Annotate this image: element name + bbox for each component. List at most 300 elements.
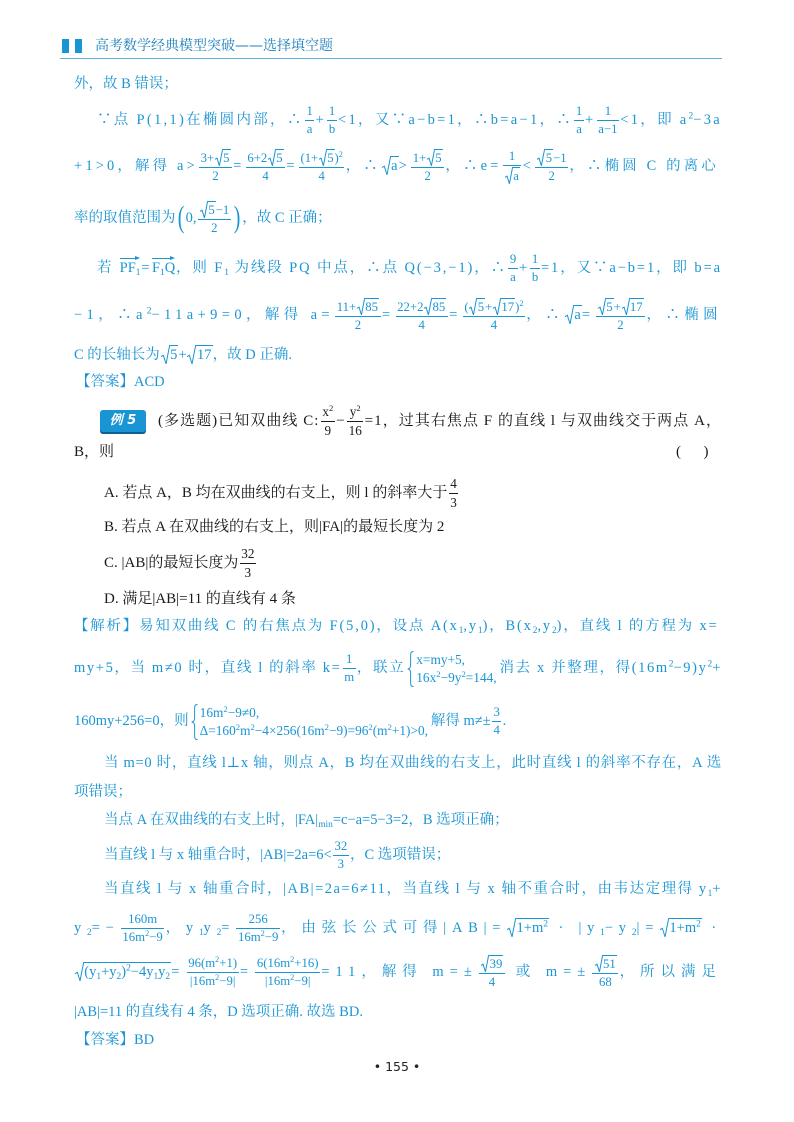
radicand bbox=[501, 298, 515, 315]
radicand bbox=[432, 298, 446, 315]
vector bbox=[120, 256, 141, 277]
text-run: 5 bbox=[223, 150, 230, 165]
fraction-bar bbox=[199, 167, 232, 168]
radical-sign-icon bbox=[595, 955, 603, 972]
radical-sign-icon bbox=[215, 149, 223, 166]
text-run: F bbox=[152, 260, 161, 276]
text-run: . bbox=[502, 713, 507, 729]
analysis-line bbox=[74, 608, 722, 644]
subscript: 1 bbox=[224, 267, 229, 278]
fraction-numerator bbox=[127, 912, 159, 927]
square-root bbox=[622, 298, 644, 315]
text-run: + bbox=[315, 112, 327, 128]
system-rows bbox=[415, 651, 497, 687]
system-row bbox=[416, 669, 496, 687]
line-content bbox=[74, 66, 178, 102]
line-content bbox=[104, 802, 509, 838]
fraction-bar bbox=[198, 219, 231, 220]
text-run: 5 bbox=[208, 202, 215, 217]
system-rows bbox=[198, 704, 428, 740]
text-run: 32 bbox=[334, 838, 348, 853]
square-root bbox=[319, 149, 335, 166]
text-run: 1+m bbox=[516, 920, 544, 936]
fraction-denominator bbox=[509, 270, 518, 285]
line-content bbox=[104, 837, 450, 873]
superscript: 2 bbox=[519, 298, 524, 308]
radical-sign-icon bbox=[319, 149, 327, 166]
fraction-bar bbox=[596, 316, 645, 317]
text-run: 17 bbox=[501, 299, 515, 314]
text-run: ∵点 P(1,1)在椭圆内部，∴ bbox=[97, 112, 304, 128]
fraction bbox=[411, 149, 444, 184]
line-content bbox=[97, 250, 722, 286]
text-run: 160m bbox=[128, 911, 158, 926]
square-root bbox=[161, 345, 179, 364]
text-run: − bbox=[336, 413, 346, 429]
text-run: −9 bbox=[264, 930, 279, 945]
text-run: +y bbox=[101, 964, 117, 980]
big-parenthesis: ( bbox=[177, 199, 184, 234]
radical-sign-icon bbox=[268, 149, 276, 166]
radicand bbox=[365, 298, 379, 315]
superscript: 2 bbox=[235, 721, 241, 732]
text-run: 16m bbox=[199, 704, 224, 720]
text-run: ，∴椭圆 bbox=[646, 307, 722, 323]
text-run: |= bbox=[636, 920, 660, 936]
text-run: 4 bbox=[450, 476, 457, 492]
text-run: · bbox=[702, 920, 722, 936]
text-run: (m bbox=[372, 722, 388, 738]
text-run: 当直线 l 与 x 轴重合时，|AB|=2a=6≠11，当直线 l 与 x 轴不重合时，由韦达定理得 y bbox=[104, 881, 708, 897]
text-run: +1) bbox=[219, 955, 238, 970]
text-run: Δ=160 bbox=[199, 722, 236, 738]
superscript: 2 bbox=[356, 403, 361, 414]
solution-line bbox=[74, 66, 722, 102]
text-run: 85 bbox=[365, 299, 379, 314]
superscript: 2 bbox=[223, 703, 228, 714]
question-stem-line bbox=[74, 434, 664, 470]
radicand bbox=[545, 149, 553, 166]
fraction-numerator bbox=[187, 956, 239, 971]
fraction-bar bbox=[347, 421, 363, 422]
text-run: −9y bbox=[440, 669, 462, 685]
subscript: 1 bbox=[153, 971, 159, 982]
fraction-numerator bbox=[596, 298, 645, 315]
radical-sign-icon bbox=[660, 918, 669, 937]
subscript: 1 bbox=[707, 888, 713, 899]
fraction bbox=[535, 149, 568, 184]
text-run: ，∴ bbox=[526, 307, 565, 323]
superscript: 2 bbox=[436, 668, 441, 679]
solution-line bbox=[74, 297, 722, 333]
text-run: b bbox=[531, 270, 539, 285]
fraction-numerator bbox=[333, 839, 349, 854]
radical-sign-icon bbox=[537, 149, 545, 166]
superscript: 2 bbox=[668, 659, 674, 670]
subscript: 2 bbox=[87, 927, 92, 938]
fraction bbox=[255, 956, 320, 990]
fraction-denominator bbox=[343, 670, 356, 685]
text-run: 96(m bbox=[188, 955, 216, 970]
radicand bbox=[603, 955, 617, 972]
fraction-denominator bbox=[188, 974, 237, 989]
text-run: 3 bbox=[493, 704, 500, 719]
square-root bbox=[469, 298, 485, 315]
fraction-denominator bbox=[263, 974, 312, 989]
text-run: ，∴椭圆 C 的离心 bbox=[569, 158, 719, 174]
running-header-title: 高考数学经典模型突破——选择填空题 bbox=[95, 38, 333, 54]
fraction bbox=[199, 149, 232, 184]
text-run: −1，∴a bbox=[74, 307, 147, 323]
subscript: 2 bbox=[216, 927, 222, 938]
text-run: 5 bbox=[606, 299, 613, 314]
text-run: a bbox=[574, 307, 581, 323]
fraction-denominator bbox=[423, 169, 432, 184]
text-run: 1 bbox=[575, 103, 583, 118]
square-root bbox=[493, 298, 515, 315]
fraction bbox=[596, 298, 645, 334]
radical-sign-icon bbox=[161, 345, 170, 364]
fraction-bar bbox=[592, 973, 618, 974]
radical-sign-icon bbox=[622, 298, 630, 315]
text-run: ，由弦长公式可得|AB|= bbox=[281, 920, 507, 936]
fraction-bar bbox=[335, 316, 380, 317]
text-run: =1，又∵a−b=1，即 b=a bbox=[540, 260, 722, 276]
fraction bbox=[574, 104, 583, 138]
radicand bbox=[223, 149, 231, 166]
fraction-numerator bbox=[508, 252, 517, 267]
text-run: +1>0，解得 a> bbox=[74, 158, 198, 174]
line-content bbox=[74, 703, 506, 740]
big-parenthesis: ) bbox=[233, 199, 241, 234]
fraction-bar bbox=[449, 493, 459, 494]
fraction-numerator bbox=[530, 252, 539, 267]
superscript: 2 bbox=[688, 111, 694, 122]
fraction-denominator bbox=[327, 122, 336, 137]
text-run: Q bbox=[164, 260, 176, 276]
superscript: 2 bbox=[461, 668, 466, 679]
fraction bbox=[492, 705, 501, 739]
text-run: ,y bbox=[463, 618, 478, 634]
superscript: 2 bbox=[543, 919, 548, 930]
subscript: 2 bbox=[631, 927, 637, 938]
text-run: = bbox=[233, 158, 245, 174]
line-content bbox=[104, 545, 257, 581]
text-run: 9 bbox=[324, 423, 332, 439]
text-run: = bbox=[381, 307, 395, 323]
superscript: 2 bbox=[338, 150, 343, 160]
text-run: D. 满足|AB|=11 的直线有 4 条 bbox=[104, 591, 296, 607]
fraction bbox=[299, 149, 344, 184]
analysis-line bbox=[74, 703, 722, 739]
text-run: (1+ bbox=[300, 150, 319, 165]
fraction-denominator bbox=[236, 930, 279, 945]
text-run: 2 bbox=[211, 221, 218, 236]
text-run: 项错误； bbox=[74, 784, 132, 800]
fraction-denominator bbox=[211, 169, 220, 184]
fraction-denominator bbox=[243, 565, 253, 581]
text-run: a bbox=[306, 122, 313, 137]
text-run: 【答案】BD bbox=[76, 1032, 155, 1048]
radical-sign-icon bbox=[505, 167, 513, 184]
text-run: + bbox=[712, 660, 722, 676]
text-run: =− bbox=[91, 920, 120, 936]
text-run: ) bbox=[334, 150, 339, 165]
text-run: 2 bbox=[354, 318, 362, 333]
text-run: m bbox=[240, 722, 251, 738]
analysis-line bbox=[104, 871, 722, 907]
square-root bbox=[505, 167, 520, 184]
subscript: 1 bbox=[198, 927, 204, 938]
text-run: x=my+5, bbox=[416, 651, 465, 667]
text-run: 1 bbox=[306, 103, 313, 118]
radical-sign-icon bbox=[493, 298, 501, 315]
fraction bbox=[449, 476, 459, 511]
text-run: 当直线 l 与 x 轴重合时，|AB|=2a=6< bbox=[104, 847, 332, 863]
text-run: 消去 x 并整理，得(16m bbox=[499, 660, 669, 676]
equation-system bbox=[407, 651, 496, 687]
superscript: 2 bbox=[126, 963, 131, 974]
fraction-numerator bbox=[411, 149, 444, 166]
text-run: ，C 选项错误； bbox=[350, 847, 451, 863]
text-run: 17 bbox=[196, 347, 212, 363]
text-run: 1 bbox=[508, 148, 516, 163]
text-run: ，y bbox=[165, 920, 199, 936]
text-run: 32 bbox=[241, 546, 255, 562]
radicand bbox=[606, 298, 614, 315]
superscript: 2 bbox=[260, 929, 265, 939]
square-root bbox=[75, 962, 172, 981]
text-run: + bbox=[178, 347, 187, 363]
text-run: 0, bbox=[185, 210, 197, 226]
text-run: 39 bbox=[489, 956, 503, 971]
fraction-bar bbox=[343, 668, 356, 669]
square-root bbox=[357, 298, 379, 315]
fraction-numerator bbox=[246, 149, 285, 166]
fraction-numerator bbox=[449, 476, 459, 492]
text-run: 3 bbox=[337, 857, 345, 872]
text-run: 9 bbox=[509, 251, 517, 266]
superscript: 2 bbox=[387, 721, 392, 732]
radical-sign-icon bbox=[75, 962, 84, 981]
text-run: 22+2 bbox=[397, 299, 424, 314]
square-root bbox=[424, 298, 446, 315]
text-run: 4 bbox=[262, 169, 269, 184]
text-run: |16m bbox=[189, 974, 216, 989]
text-run: 5 bbox=[477, 299, 485, 314]
fraction bbox=[396, 298, 448, 334]
fraction-bar bbox=[240, 563, 256, 564]
text-run: ( bbox=[464, 299, 469, 314]
fraction bbox=[503, 149, 522, 184]
equation-system bbox=[191, 704, 428, 740]
superscript: 2 bbox=[696, 919, 701, 930]
fraction-bar bbox=[305, 120, 314, 121]
fraction bbox=[240, 546, 256, 581]
fraction-numerator bbox=[247, 912, 269, 927]
system-row bbox=[200, 722, 428, 740]
text-run: =1，过其右焦点 F 的直线 l 与双曲线交于两点 A， bbox=[364, 413, 722, 429]
text-run: =c−a=5−3=2，B 选项正确； bbox=[332, 812, 509, 828]
fraction-bar bbox=[463, 316, 525, 317]
line-content bbox=[74, 954, 722, 990]
text-run: 2 bbox=[212, 169, 219, 184]
square-root bbox=[598, 298, 614, 315]
text-run: 1+ bbox=[412, 150, 427, 165]
fraction-numerator bbox=[327, 104, 336, 119]
header-bar-icon bbox=[75, 39, 82, 53]
text-run: −4y bbox=[130, 964, 154, 980]
superscript: 2 bbox=[329, 403, 334, 414]
radicand bbox=[391, 156, 399, 175]
radical-sign-icon bbox=[469, 298, 477, 315]
text-run: C 的长轴长为 bbox=[74, 347, 160, 363]
line-content bbox=[74, 434, 114, 470]
text-run: 11+ bbox=[336, 299, 357, 314]
fraction bbox=[597, 104, 619, 138]
fraction bbox=[198, 201, 231, 237]
fraction-denominator bbox=[575, 122, 584, 137]
text-run: ，故 D 正确. bbox=[212, 347, 292, 363]
square-root bbox=[200, 201, 216, 218]
square-root bbox=[481, 955, 503, 972]
text-run: my+5，当 m≠0 时，直线 l 的斜率 k= bbox=[74, 660, 342, 676]
text-run: 4 bbox=[490, 318, 498, 333]
text-run: 68 bbox=[599, 975, 612, 990]
fraction-denominator bbox=[353, 318, 362, 333]
radical-sign-icon bbox=[598, 298, 606, 315]
fraction bbox=[530, 252, 539, 286]
analysis-line bbox=[104, 837, 722, 873]
text-run: 解得 m≠± bbox=[430, 713, 491, 729]
fraction bbox=[343, 652, 356, 686]
superscript: 2 bbox=[368, 721, 373, 732]
fraction-bar bbox=[479, 973, 505, 974]
text-run: 若 bbox=[97, 260, 119, 276]
line-content bbox=[97, 102, 722, 138]
fraction bbox=[187, 956, 239, 990]
fraction-bar bbox=[508, 268, 517, 269]
fraction-numerator bbox=[492, 705, 501, 720]
square-root bbox=[565, 305, 582, 324]
subscript: 1 bbox=[160, 267, 165, 278]
fraction-bar bbox=[535, 167, 568, 168]
fraction-numerator bbox=[463, 298, 525, 315]
text-run: 2 bbox=[548, 169, 555, 184]
fraction-numerator bbox=[240, 546, 256, 562]
text-run: 或 m=± bbox=[506, 964, 592, 980]
fraction-numerator bbox=[299, 149, 344, 166]
subscript: 1 bbox=[477, 625, 483, 636]
text-run: =11，解得 m=± bbox=[321, 964, 478, 980]
radical-sign-icon bbox=[424, 298, 432, 315]
superscript: 2 bbox=[215, 954, 220, 964]
fraction-bar bbox=[574, 120, 583, 121]
solution-line bbox=[97, 250, 722, 286]
line-content bbox=[104, 871, 722, 907]
text-run: −9| bbox=[219, 974, 236, 989]
solution-line bbox=[74, 200, 722, 236]
text-run: 16m bbox=[238, 930, 261, 945]
fraction-denominator bbox=[261, 169, 270, 184]
analysis-line bbox=[74, 910, 722, 946]
text-run: + bbox=[712, 881, 722, 897]
fraction-numerator bbox=[335, 298, 380, 315]
square-root bbox=[187, 345, 212, 364]
text-run: y bbox=[158, 964, 166, 980]
subscript: 2 bbox=[165, 971, 171, 982]
text-run: 5 bbox=[170, 347, 178, 363]
fraction-numerator bbox=[479, 955, 505, 972]
radicand bbox=[574, 305, 582, 324]
text-run: 1 bbox=[531, 251, 539, 266]
fraction-numerator bbox=[199, 149, 232, 166]
text-run: ) bbox=[515, 299, 520, 314]
fraction bbox=[305, 104, 314, 138]
answer-line bbox=[76, 364, 722, 400]
fraction-bar bbox=[597, 120, 619, 121]
fraction-numerator bbox=[603, 104, 612, 119]
text-run: PF bbox=[119, 260, 136, 276]
text-run: 17 bbox=[629, 299, 643, 314]
line-content bbox=[74, 200, 332, 236]
text-run: 1+m bbox=[669, 920, 697, 936]
text-run: C. |AB|的最短长度为 bbox=[104, 555, 239, 571]
text-run: 1 bbox=[345, 651, 353, 666]
radical-sign-icon bbox=[187, 345, 196, 364]
text-run: 5 bbox=[276, 150, 283, 165]
radical-sign-icon bbox=[427, 149, 435, 166]
text-run: a bbox=[513, 169, 519, 184]
text-run: −3a bbox=[693, 112, 722, 128]
text-run: +16) bbox=[294, 955, 319, 970]
text-run: 3+ bbox=[200, 150, 215, 165]
text-run: m bbox=[344, 670, 355, 685]
text-run: ，故 C 正确； bbox=[242, 210, 332, 226]
text-run: 6(16m bbox=[256, 955, 291, 970]
fraction-numerator bbox=[344, 652, 353, 667]
fraction-numerator bbox=[321, 404, 335, 420]
square-root bbox=[427, 149, 443, 166]
text-run: a bbox=[576, 122, 582, 137]
fraction-numerator bbox=[592, 955, 618, 972]
text-run: > bbox=[398, 158, 410, 174]
text-run: 率的取值范围为 bbox=[74, 210, 176, 226]
square-root bbox=[660, 918, 702, 937]
text-run: 16m bbox=[122, 930, 146, 945]
square-root bbox=[268, 149, 284, 166]
radicand bbox=[276, 149, 284, 166]
text-run: 为线段 PQ 中点，∴点 Q(−3,−1)，∴ bbox=[228, 260, 508, 276]
text-run: B，则 bbox=[74, 444, 115, 460]
fraction bbox=[246, 149, 285, 184]
square-root bbox=[215, 149, 231, 166]
text-run: ，∴e= bbox=[445, 158, 502, 174]
fraction-denominator bbox=[487, 975, 496, 990]
square-root bbox=[595, 955, 617, 972]
fraction-denominator bbox=[597, 975, 613, 990]
left-brace-icon bbox=[407, 651, 414, 687]
fraction bbox=[592, 955, 618, 991]
text-run: −9≠0, bbox=[227, 704, 260, 720]
page-number: • 155 • bbox=[373, 1059, 421, 1074]
fraction-denominator bbox=[305, 122, 314, 137]
superscript: 2 bbox=[290, 973, 295, 983]
line-content bbox=[74, 910, 722, 946]
text-run: =144, bbox=[465, 669, 497, 685]
radical-sign-icon bbox=[382, 156, 391, 175]
text-run: ) bbox=[121, 964, 127, 980]
